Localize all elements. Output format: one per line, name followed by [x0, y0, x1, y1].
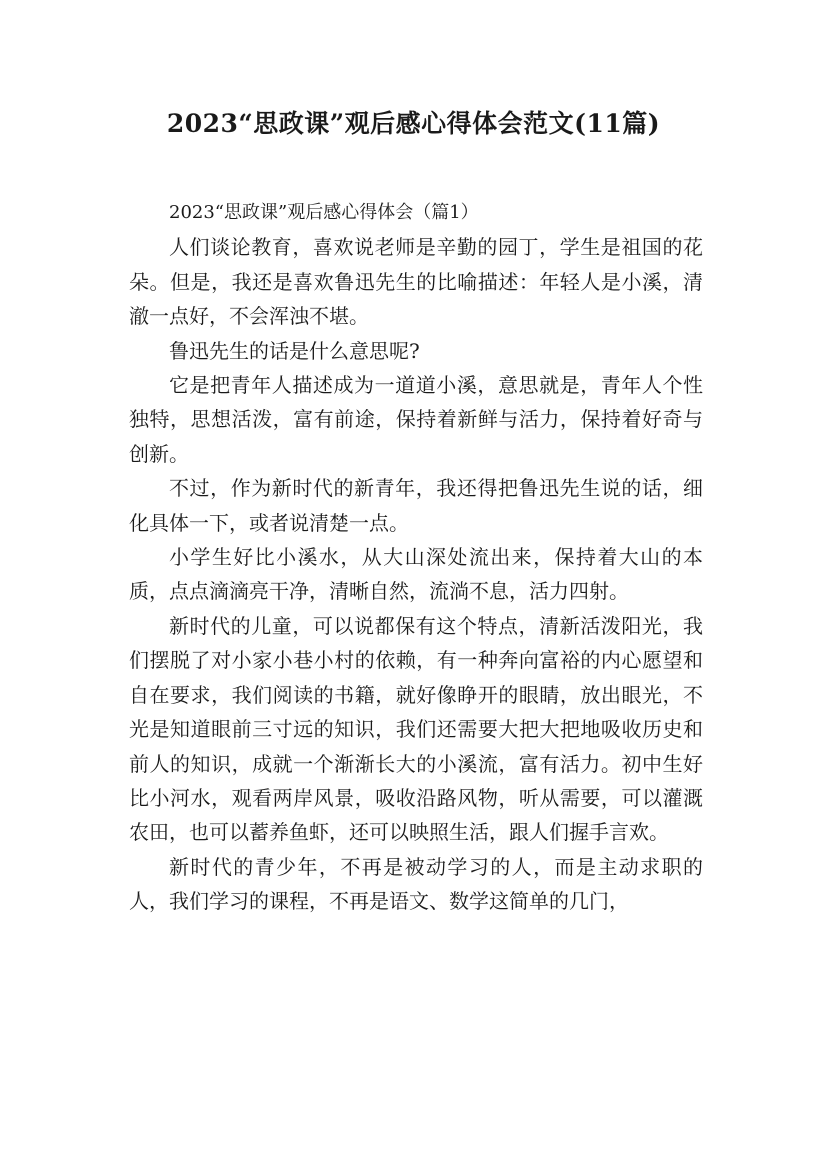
- paragraph-7: 新时代的青少年，不再是被动学习的人，而是主动求职的人，我们学习的课程，不再是语文、数学这简单的几门，: [129, 854, 703, 914]
- section-heading: 2023“思政课”观后感心得体会（篇1）: [169, 202, 479, 223]
- document-title: 2023“思政课”观后感心得体会范文(11篇): [166, 109, 661, 138]
- document-body: [129, 196, 703, 919]
- paragraph-6: 新时代的儿童，可以说都保有这个特点，清新活泼阳光，我们摆脱了对小家小巷小村的依赖，有一种奔向富裕的内心愿望和自在要求，我们阅读的书籍，就好像睁开的眼睛，放出眼光，不光是知道眼前三寸远的知识，我们还需要大把大把地吸收历史和前人的知识，成就一个渐渐长大的小溪流，富有活力。初中生好比小河水，观看两岸风景，吸收沿路风物，听从需要，可以灌溉农田，也可以蓄养鱼虾，还可以映照生活，跟人们握手言欢。: [129, 613, 703, 845]
- paragraph-1: 人们谈论教育，喜欢说老师是辛勤的园丁，学生是祖国的花朵。但是，我还是喜欢鲁迅先生的比喻描述：年轻人是小溪，清澈一点好，不会浑浊不堪。: [129, 235, 703, 329]
- paragraph-5: 小学生好比小溪水，从大山深处流出来，保持着大山的本质，点点滴滴亮干净，清晰自然，流淌不息，活力四射。: [129, 545, 703, 604]
- paragraph-4: 不过，作为新时代的新青年，我还得把鲁迅先生说的话，细化具体一下，或者说清楚一点。: [129, 476, 703, 535]
- paragraph-3: 它是把青年人描述成为一道道小溪，意思就是，青年人个性独特，思想活泼，富有前途，保持着新鲜与活力，保持着好奇与创新。: [129, 373, 703, 466]
- paragraph-2: 鲁迅先生的话是什么意思呢?: [169, 338, 420, 363]
